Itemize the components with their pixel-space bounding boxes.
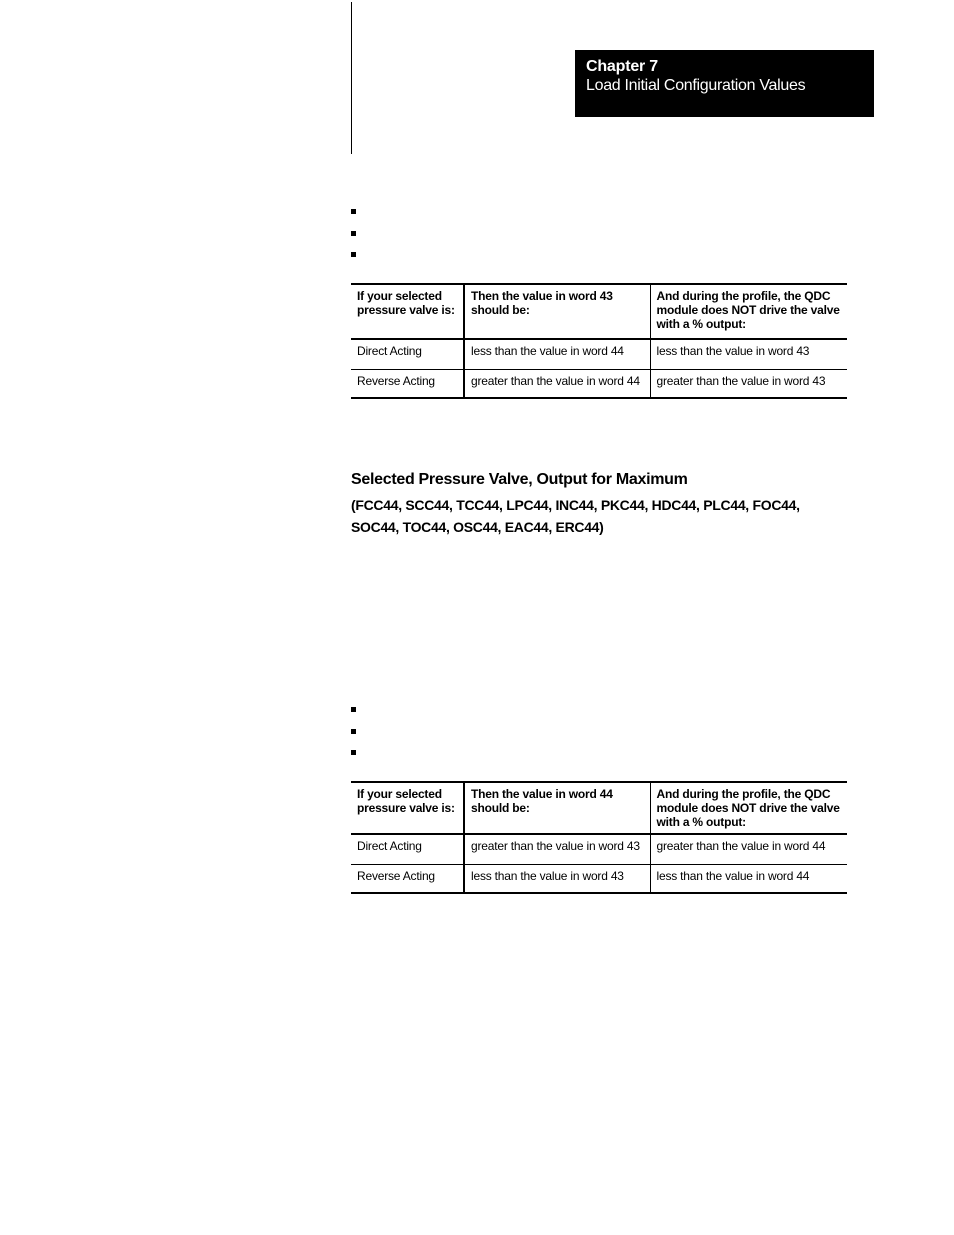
chapter-label: Chapter 7 <box>586 58 658 75</box>
table-cell: greater than the value in word 44 <box>650 834 847 864</box>
table-cell: greater than the value in word 43 <box>650 369 847 398</box>
table-header-cell: Then the value in word 43 should be: <box>464 284 650 339</box>
valve-table-word-44 <box>351 781 847 894</box>
table-row <box>351 369 847 398</box>
chapter-header <box>575 50 874 117</box>
table-cell: less than the value in word 43 <box>650 339 847 369</box>
table-header-cell: And during the profile, the QDC module does NOT drive the valve with a % output: <box>650 284 847 339</box>
table-row <box>351 834 847 864</box>
margin-rule <box>351 2 352 154</box>
table-header-cell: And during the profile, the QDC module does NOT drive the valve with a % output: <box>650 782 847 834</box>
table-cell: greater than the value in word 44 <box>464 369 650 398</box>
chapter-title: Load Initial Configuration Values <box>586 77 806 94</box>
bullet-icon <box>351 209 356 214</box>
table-header-cell: If your selected pressure valve is: <box>351 782 464 834</box>
bullet-icon <box>351 231 356 236</box>
table-cell: less than the value in word 43 <box>464 864 650 893</box>
section-subtitle: (FCC44, SCC44, TCC44, LPC44, INC44, PKC44, HDC44, PLC44, FOC44, SOC44, TOC44, OSC44, EAC44, ERC44) <box>351 497 800 535</box>
table-header-cell: If your selected pressure valve is: <box>351 284 464 339</box>
table-cell: less than the value in word 44 <box>464 339 650 369</box>
table-cell: less than the value in word 44 <box>650 864 847 893</box>
bullet-icon <box>351 750 356 755</box>
table-header-row <box>351 782 847 834</box>
bullet-icon <box>351 729 356 734</box>
table-row <box>351 339 847 369</box>
valve-table-word-43 <box>351 283 847 399</box>
table-cell: Direct Acting <box>351 339 464 369</box>
section-title: Selected Pressure Valve, Output for Maximum <box>351 471 688 488</box>
table-header-cell: Then the value in word 44 should be: <box>464 782 650 834</box>
table-cell: Direct Acting <box>351 834 464 864</box>
table-header-row <box>351 284 847 339</box>
table-cell: Reverse Acting <box>351 864 464 893</box>
table-row <box>351 864 847 893</box>
table-cell: greater than the value in word 43 <box>464 834 650 864</box>
table-cell: Reverse Acting <box>351 369 464 398</box>
bullet-icon <box>351 707 356 712</box>
bullet-icon <box>351 252 356 257</box>
